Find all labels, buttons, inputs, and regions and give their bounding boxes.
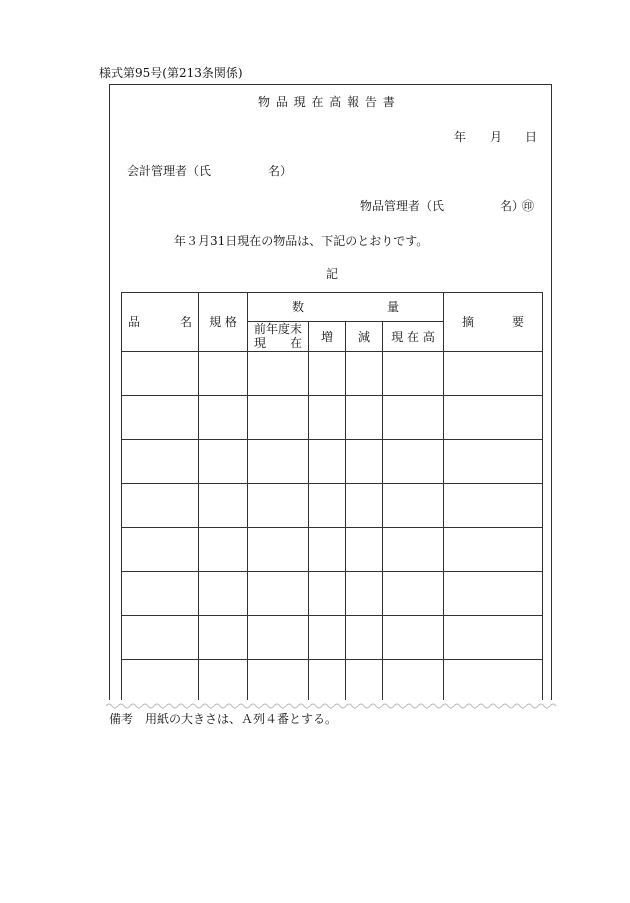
table-cell[interactable] <box>383 572 444 616</box>
header-decrease: 減 <box>346 322 383 352</box>
header-quantity: 数 量 <box>248 293 444 322</box>
ki-heading: 記 <box>326 267 339 281</box>
table-cell[interactable] <box>122 352 199 396</box>
torn-edge-line <box>106 700 558 712</box>
table-cell[interactable] <box>346 484 383 528</box>
statement-text: 年３月31日現在の物品は、下記のとおりです。 <box>174 234 429 248</box>
table-cell[interactable] <box>309 616 346 660</box>
table-cell[interactable] <box>346 528 383 572</box>
table-cell[interactable] <box>248 528 309 572</box>
table-row <box>122 440 543 484</box>
table-cell[interactable] <box>248 396 309 440</box>
table-row <box>122 616 543 660</box>
table-row <box>122 572 543 616</box>
table-cell[interactable] <box>346 572 383 616</box>
table-cell[interactable] <box>346 616 383 660</box>
table-cell[interactable] <box>199 528 248 572</box>
table-cell[interactable] <box>383 352 444 396</box>
table-cell[interactable] <box>248 352 309 396</box>
header-increase: 増 <box>309 322 346 352</box>
table-cell[interactable] <box>383 616 444 660</box>
table-cell[interactable] <box>122 396 199 440</box>
table-cell[interactable] <box>199 396 248 440</box>
table-cell[interactable] <box>383 396 444 440</box>
note-text: 備考 用紙の大きさは、Ａ列４番とする。 <box>109 712 338 726</box>
table-cell[interactable] <box>346 396 383 440</box>
table-cell[interactable] <box>122 616 199 660</box>
table-cell[interactable] <box>248 440 309 484</box>
table-cell[interactable] <box>383 484 444 528</box>
accounting-manager-label: 会計管理者（氏 <box>127 164 212 178</box>
table-cell[interactable] <box>248 572 309 616</box>
table-cell[interactable] <box>309 352 346 396</box>
table-cell[interactable] <box>199 484 248 528</box>
table-cell[interactable] <box>122 484 199 528</box>
table-cell[interactable] <box>309 572 346 616</box>
table-cell[interactable] <box>383 528 444 572</box>
header-item-name: 品 名 <box>122 293 199 352</box>
table-cell[interactable] <box>346 440 383 484</box>
table-cell[interactable] <box>122 440 199 484</box>
date-month: 月 <box>490 130 503 144</box>
table-cell[interactable] <box>444 484 543 528</box>
document-title: 物 品 現 在 高 報 告 書 <box>258 95 396 109</box>
date-day: 日 <box>525 130 538 144</box>
header-remarks: 摘 要 <box>444 293 543 352</box>
table-cell[interactable] <box>444 528 543 572</box>
table-cell[interactable] <box>309 440 346 484</box>
table-cell[interactable] <box>383 440 444 484</box>
date-year: 年 <box>454 130 467 144</box>
property-manager-label: 物品管理者（氏 <box>360 199 445 213</box>
table-cell[interactable] <box>444 440 543 484</box>
table-cell[interactable] <box>122 572 199 616</box>
table-cell[interactable] <box>444 352 543 396</box>
table-cell[interactable] <box>309 484 346 528</box>
accounting-manager-suffix: 名） <box>268 164 293 178</box>
table-cell[interactable] <box>122 528 199 572</box>
property-manager-suffix: 名） <box>500 199 525 213</box>
table-cell[interactable] <box>199 440 248 484</box>
table-row <box>122 528 543 572</box>
table-row <box>122 396 543 440</box>
table-cell[interactable] <box>309 528 346 572</box>
form-label: 様式第95号(第213条関係) <box>99 66 243 80</box>
table-cell[interactable] <box>444 396 543 440</box>
table-cell[interactable] <box>444 616 543 660</box>
table-cell[interactable] <box>199 352 248 396</box>
table-row <box>122 484 543 528</box>
table-cell[interactable] <box>309 396 346 440</box>
header-prev-year-end: 前年度末 現 在 <box>248 322 309 352</box>
table-cell[interactable] <box>248 616 309 660</box>
table-cell[interactable] <box>248 484 309 528</box>
header-spec: 規 格 <box>199 293 248 352</box>
table-cell[interactable] <box>346 352 383 396</box>
table-cell[interactable] <box>199 616 248 660</box>
table-row <box>122 352 543 396</box>
header-current-amount: 現 在 高 <box>383 322 444 352</box>
table-cell[interactable] <box>199 572 248 616</box>
seal-mark: ㊞ <box>522 199 535 213</box>
inventory-table <box>121 292 543 709</box>
table-cell[interactable] <box>444 572 543 616</box>
